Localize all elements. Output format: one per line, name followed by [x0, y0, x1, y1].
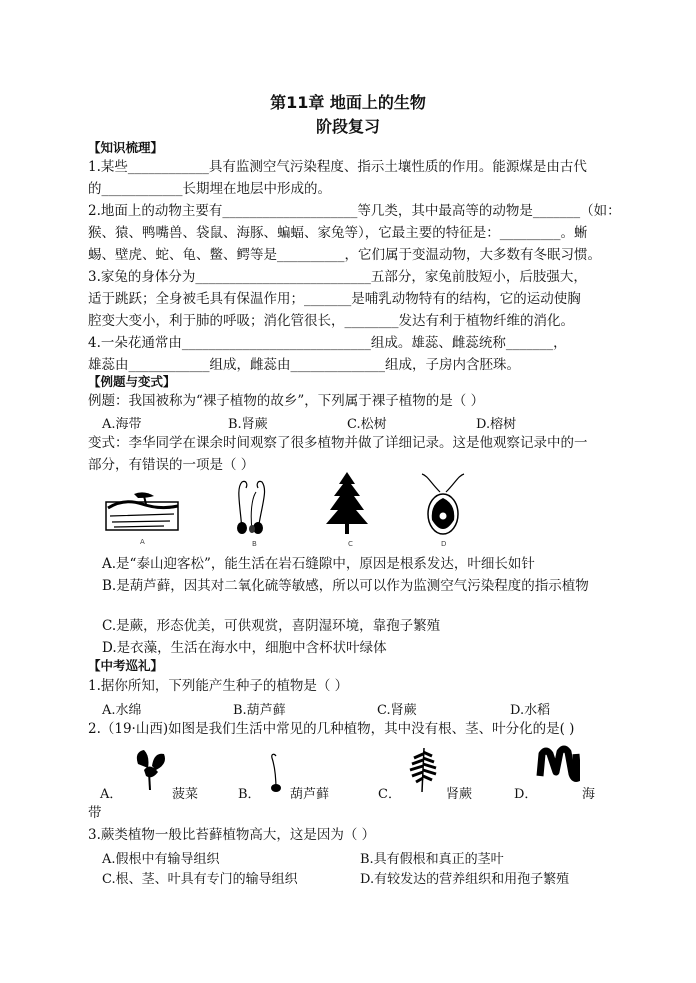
- moss-small-figure: [262, 750, 288, 792]
- page-subtitle: 阶段复习: [315, 117, 380, 136]
- tree-figure: [322, 470, 372, 536]
- q1-option-c: C.肾蕨: [377, 703, 417, 718]
- q1-option-a: A.水绵: [102, 703, 142, 718]
- figure-label-b: B: [252, 540, 257, 548]
- q3-option-c: C.根、茎、叶具有专门的输导组织: [102, 872, 298, 887]
- q3-option-b: B.具有假根和真正的茎叶: [360, 852, 504, 867]
- knowledge-line: 1.某些____________具有监测空气污染程度、指示土壤性质的作用。能源煤是由古代: [88, 159, 587, 175]
- kelp-figure: [536, 744, 580, 784]
- exam-q1: 1.据你所知，下列能产生种子的植物是（ ）: [88, 678, 349, 694]
- knowledge-line: 适于跳跃；全身被毛具有保温作用；_______是哺乳动物特有的结构，它的运动使胸: [88, 291, 581, 307]
- example-option-a: A.海带: [102, 417, 142, 432]
- q3-option-d: D.有较发达的营养组织和用孢子繁殖: [360, 872, 570, 887]
- figure-label-a: A: [140, 538, 145, 546]
- q2-label-fern: 肾蕨: [446, 787, 473, 802]
- exam-q2: 2.（19·山西)如图是我们生活中常见的几种植物，其中没有根、茎、叶分化的是( ): [88, 721, 575, 737]
- section-exam: 【中考巡礼】: [88, 658, 164, 673]
- q2-option-b: B．: [238, 787, 261, 802]
- knowledge-line: 腔变大变小，利于肺的呼吸；消化管很长，________发达有利于植物纤维的消化。: [88, 313, 574, 329]
- knowledge-line: 雄蕊由____________组成，雌蕊由______________组成，子房内含胚珠。: [88, 357, 520, 373]
- knowledge-line: 的____________长期埋在地层中形成的。: [88, 181, 331, 197]
- example-option-c: C.松树: [347, 417, 387, 432]
- rock-pine-figure: [104, 486, 182, 532]
- q2-label-spinach: 菠菜: [172, 787, 199, 802]
- choice-c: C.是蕨，形态优美，可供观赏，喜阴湿环境，靠孢子繁殖: [102, 618, 441, 634]
- example-question: 例题：我国被称为“裸子植物的故乡”，下列属于裸子植物的是（ ）: [88, 393, 485, 409]
- q2-label-kelp-cont: 带: [88, 805, 102, 821]
- alga-cell-figure: [418, 472, 468, 538]
- choice-a: A.是“泰山迎客松”，能生活在岩石缝隙中，原因是根系发达，叶细长如针: [102, 556, 535, 572]
- knowledge-line: 蜴、壁虎、蛇、龟、鳖、鳄等是__________，它们属于变温动物，大多数有冬眠习惯。: [88, 247, 601, 263]
- choice-b: B.是葫芦藓，因其对二氧化硫等敏感，所以可以作为监测空气污染程度的指示植物: [102, 578, 589, 594]
- q2-label-moss: 葫芦藓: [290, 787, 330, 802]
- fern-figure: [402, 744, 442, 794]
- choice-d: D.是衣藻，生活在海水中，细胞中含杯状叶绿体: [102, 640, 387, 656]
- figure-label-d: D: [441, 540, 447, 548]
- knowledge-line: 猴、猿、鸭嘴兽、袋鼠、海豚、蝙蝠、家兔等），它最主要的特征是：_________。蜥: [88, 225, 588, 241]
- section-knowledge: 【知识梳理】: [88, 140, 164, 155]
- q2-option-a: A．: [100, 787, 123, 802]
- example-option-d: D.榕树: [476, 417, 517, 432]
- q1-option-d: D.水稻: [510, 703, 551, 718]
- q1-option-b: B.葫芦藓: [233, 703, 286, 718]
- knowledge-line: 2.地面上的动物主要有____________________等几类，其中最高等的动物是_______（如：: [88, 203, 621, 219]
- variant-question: 部分，有错误的一项是（ ）: [88, 457, 255, 473]
- knowledge-line: 3.家兔的身体分为__________________________五部分，家兔前肢短小，后肢强大，: [88, 269, 587, 285]
- knowledge-line: 4.一朵花通常由____________________________组成。雄蕊、雌蕊统称_______，: [88, 335, 567, 351]
- q2-option-d: D．: [514, 787, 538, 802]
- variant-question: 变式：李华同学在课余时间观察了很多植物并做了详细记录。这是他观察记录中的一: [88, 435, 588, 451]
- moss-figure: [228, 474, 278, 536]
- q3-option-a: A.假根中有输导组织: [102, 852, 220, 867]
- page-title: 第11章 地面上的生物: [270, 93, 426, 112]
- exam-q3: 3.蕨类植物一般比苔藓植物高大，这是因为（ ）: [88, 827, 376, 843]
- section-examples: 【例题与变式】: [88, 374, 176, 389]
- figure-label-c: C: [348, 540, 353, 548]
- q2-option-c: C．: [378, 787, 401, 802]
- q2-label-kelp: 海: [582, 787, 596, 802]
- example-option-b: B.肾蕨: [228, 417, 268, 432]
- spinach-figure: [130, 744, 170, 792]
